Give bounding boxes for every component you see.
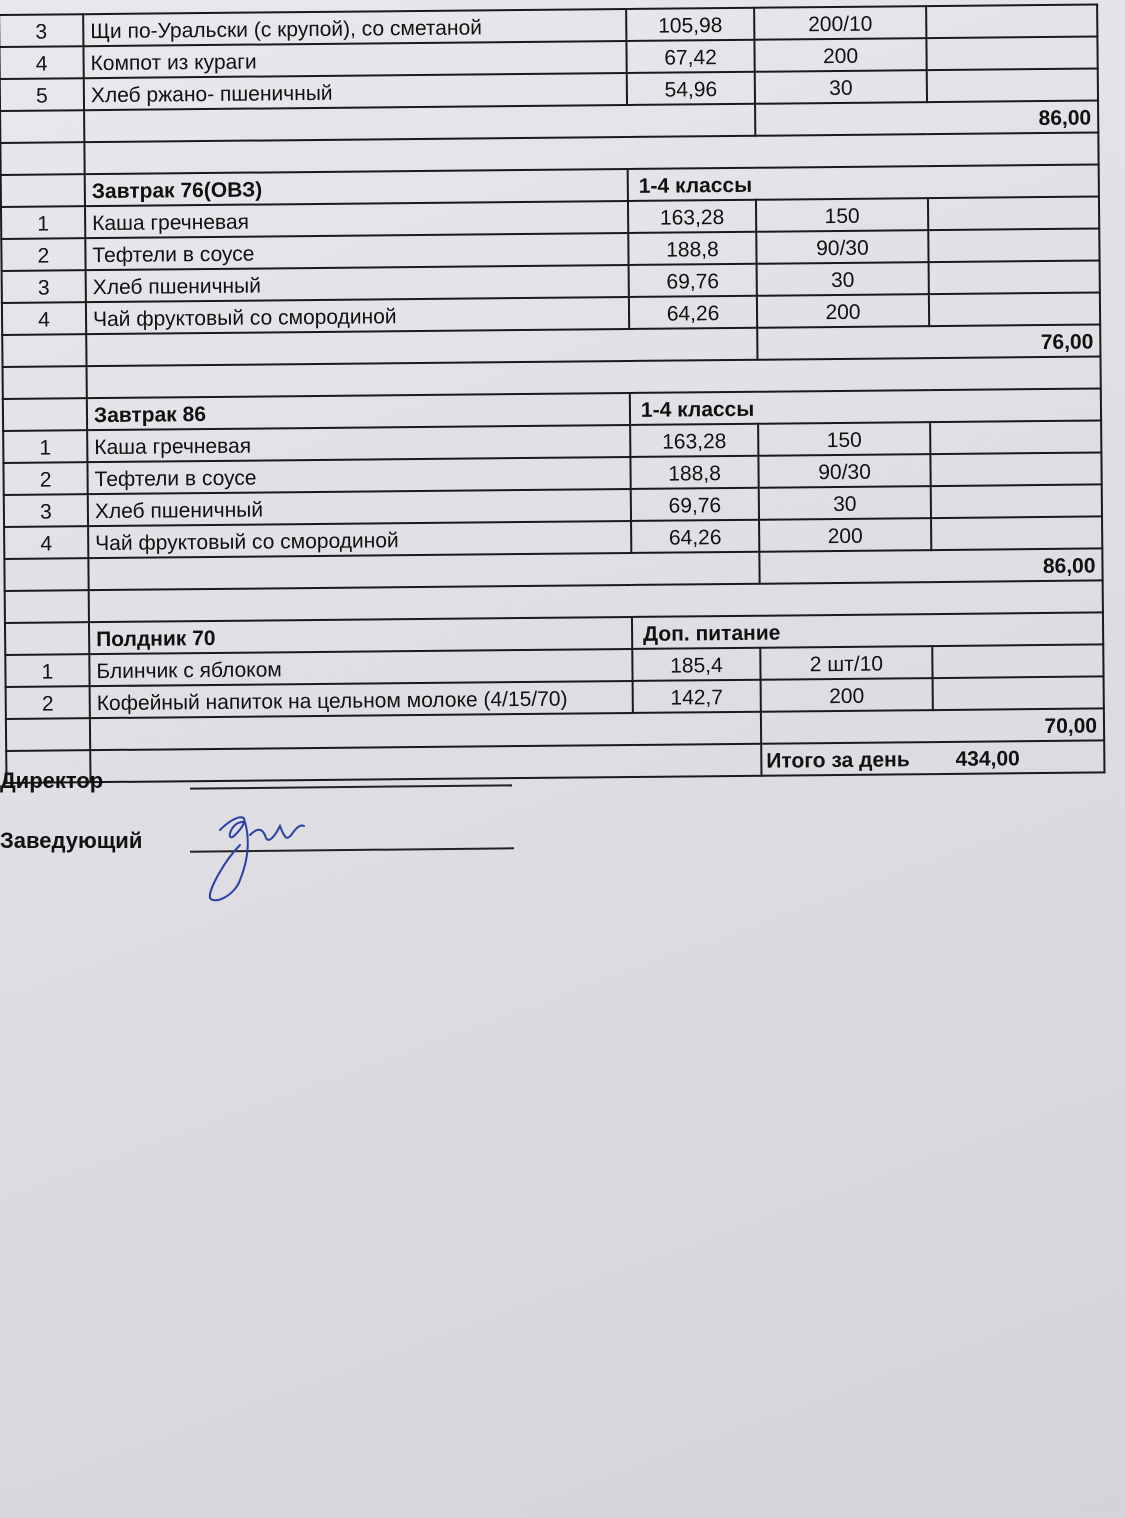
row-number: 1 bbox=[3, 430, 87, 463]
empty-cell bbox=[3, 398, 87, 431]
dish-name: Тефтели в соусе bbox=[87, 457, 630, 494]
dish-price: 188,8 bbox=[630, 456, 758, 489]
empty-cell bbox=[928, 196, 1099, 230]
day-total-cell bbox=[761, 740, 1104, 775]
dish-name: Хлеб пшеничный bbox=[88, 489, 631, 526]
dish-price: 69,76 bbox=[631, 488, 759, 521]
menu-table bbox=[0, 3, 1105, 784]
empty-cell bbox=[930, 452, 1101, 486]
row-number: 3 bbox=[0, 14, 83, 47]
empty-cell bbox=[930, 420, 1101, 454]
dish-name: Каша гречневая bbox=[85, 201, 628, 238]
empty-cell bbox=[4, 558, 88, 591]
dish-qty: 30 bbox=[755, 70, 927, 104]
meal-total: 76,00 bbox=[757, 324, 1100, 359]
day-total-label: Итого за день bbox=[766, 748, 910, 773]
empty-cell bbox=[926, 4, 1097, 38]
empty-cell bbox=[931, 516, 1102, 550]
row-number: 2 bbox=[6, 686, 90, 719]
dish-qty: 2 шт/10 bbox=[760, 646, 932, 680]
empty-cell bbox=[90, 744, 761, 782]
dish-name: Чай фруктовый со смородиной bbox=[86, 297, 629, 334]
dish-price: 64,26 bbox=[631, 520, 759, 553]
dish-qty: 150 bbox=[758, 422, 930, 456]
meal-total: 70,00 bbox=[761, 708, 1104, 743]
dish-qty: 200 bbox=[761, 678, 933, 712]
manager-label: Заведующий bbox=[0, 828, 143, 853]
empty-cell bbox=[1, 174, 85, 207]
dish-name: Чай фруктовый со смородиной bbox=[88, 521, 631, 558]
row-number: 4 bbox=[0, 46, 84, 79]
empty-cell bbox=[933, 676, 1104, 710]
row-number: 4 bbox=[2, 302, 86, 335]
day-total-value: 434,00 bbox=[955, 747, 1020, 771]
empty-cell bbox=[0, 142, 84, 175]
empty-cell bbox=[929, 292, 1100, 326]
dish-price: 188,8 bbox=[628, 232, 756, 265]
dish-name: Тефтели в соусе bbox=[85, 233, 628, 270]
empty-cell bbox=[6, 718, 90, 751]
row-number: 2 bbox=[3, 462, 87, 495]
row-number: 1 bbox=[1, 206, 85, 239]
dish-price: 69,76 bbox=[629, 264, 757, 297]
dish-qty: 30 bbox=[759, 486, 931, 520]
dish-price: 54,96 bbox=[627, 72, 755, 105]
dish-name: Кофейный напиток на цельном молоке (4/15/70) bbox=[90, 681, 633, 718]
dish-name: Каша гречневая bbox=[87, 425, 630, 462]
dish-price: 163,28 bbox=[630, 424, 758, 457]
empty-cell bbox=[5, 622, 89, 655]
section-group: 1-4 классы bbox=[630, 388, 1101, 425]
dish-price: 64,26 bbox=[629, 296, 757, 329]
row-number: 3 bbox=[2, 270, 86, 303]
row-number: 5 bbox=[0, 78, 84, 111]
dish-price: 67,42 bbox=[626, 40, 754, 73]
meal-total: 86,00 bbox=[759, 548, 1102, 583]
empty-cell bbox=[0, 110, 84, 143]
row-number: 4 bbox=[4, 526, 88, 559]
empty-cell bbox=[3, 366, 87, 399]
section-title: Завтрак 86 bbox=[87, 393, 630, 430]
dish-qty: 200/10 bbox=[754, 6, 926, 40]
row-number: 3 bbox=[4, 494, 88, 527]
empty-cell bbox=[926, 36, 1097, 70]
dish-qty: 200 bbox=[757, 294, 929, 328]
empty-cell bbox=[932, 644, 1103, 678]
section-group: 1-4 классы bbox=[628, 164, 1099, 201]
empty-cell bbox=[927, 68, 1098, 102]
row-number: 1 bbox=[5, 654, 89, 687]
handwritten-signature-icon bbox=[200, 800, 320, 910]
empty-cell bbox=[928, 228, 1099, 262]
empty-cell bbox=[5, 590, 89, 623]
director-label: Директор bbox=[0, 768, 104, 793]
dish-name: Компот из кураги bbox=[83, 41, 626, 78]
section-title: Полдник 70 bbox=[89, 617, 632, 654]
section-title: Завтрак 76(ОВЗ) bbox=[85, 169, 628, 206]
dish-price: 163,28 bbox=[628, 200, 756, 233]
dish-qty: 150 bbox=[756, 198, 928, 232]
dish-qty: 200 bbox=[754, 38, 926, 72]
dish-qty: 200 bbox=[759, 518, 931, 552]
empty-cell bbox=[929, 260, 1100, 294]
dish-price: 105,98 bbox=[626, 8, 754, 41]
section-group: Доп. питание bbox=[632, 612, 1103, 649]
dish-qty: 30 bbox=[757, 262, 929, 296]
dish-name: Хлеб ржано- пшеничный bbox=[84, 73, 627, 110]
row-number: 2 bbox=[1, 238, 85, 271]
signature-stroke bbox=[210, 817, 304, 900]
dish-name: Блинчик с яблоком bbox=[89, 649, 632, 686]
dish-name: Щи по-Уральски (с крупой), со сметаной bbox=[83, 9, 626, 46]
dish-price: 185,4 bbox=[632, 648, 760, 681]
dish-price: 142,7 bbox=[633, 680, 761, 713]
dish-qty: 90/30 bbox=[756, 230, 928, 264]
empty-cell bbox=[2, 334, 86, 367]
meal-total: 86,00 bbox=[755, 100, 1098, 135]
empty-cell bbox=[931, 484, 1102, 518]
dish-name: Хлеб пшеничный bbox=[86, 265, 629, 302]
dish-qty: 90/30 bbox=[758, 454, 930, 488]
